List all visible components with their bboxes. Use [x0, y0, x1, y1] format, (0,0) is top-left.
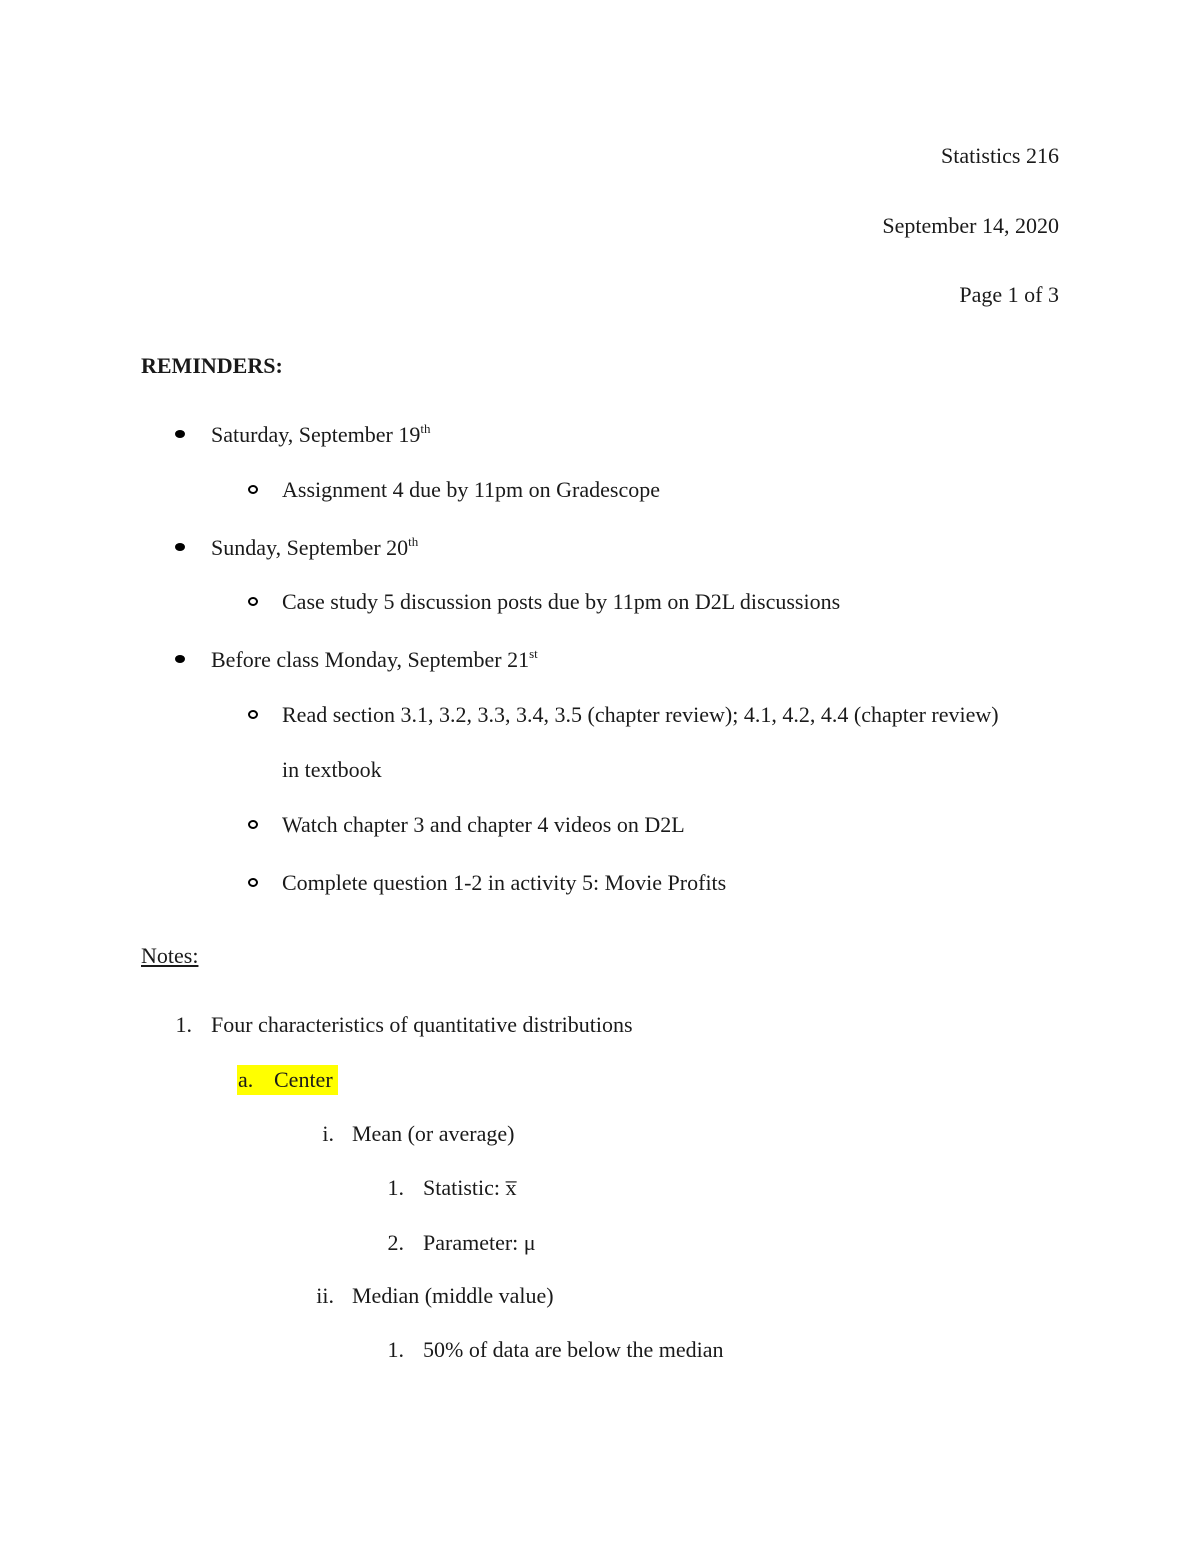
page-number: Page 1 of 3 — [959, 282, 1059, 307]
reminder-label: Sunday, September 20 — [211, 535, 409, 560]
notes-detail: 50% of data are below the median — [423, 1337, 724, 1362]
list-number: 1. — [387, 1337, 404, 1362]
bullet-circle-icon — [248, 820, 258, 829]
reminder-subitem: Assignment 4 due by 11pm on Gradescope — [282, 477, 661, 502]
reminder-subitem: Watch chapter 3 and chapter 4 videos on D2L — [282, 812, 685, 837]
notes-item: Four characteristics of quantitative distributions — [211, 1012, 633, 1037]
reminder-subitem: Complete question 1-2 in activity 5: Movie Profits — [282, 870, 727, 895]
reminder-item — [211, 535, 418, 561]
document-date: September 14, 2020 — [882, 213, 1059, 238]
reminder-subitem: Case study 5 discussion posts due by 11pm on D2L discussions — [282, 589, 841, 614]
course-title: Statistics 216 — [941, 143, 1059, 168]
notes-subsubitem: Median (middle value) — [352, 1283, 554, 1308]
notes-heading: Notes: — [141, 943, 199, 968]
notes-detail: Parameter: μ — [423, 1230, 536, 1255]
reminders-heading: REMINDERS: — [141, 353, 283, 378]
list-number: 1. — [175, 1012, 192, 1037]
list-number: 2. — [387, 1230, 404, 1255]
notes-detail: Statistic: x̅ — [423, 1175, 517, 1200]
reminder-subitem: Read section 3.1, 3.2, 3.3, 3.4, 3.5 (chapter review); 4.1, 4.2, 4.4 (chapter review) — [282, 702, 999, 727]
ordinal-suffix: th — [420, 421, 431, 436]
notes-subitem-marker: a. — [238, 1067, 254, 1092]
bullet-circle-icon — [248, 710, 258, 719]
roman-numeral: i. — [322, 1121, 334, 1146]
list-number: 1. — [387, 1175, 404, 1200]
roman-numeral: ii. — [316, 1283, 334, 1308]
bullet-disc-icon — [175, 655, 185, 663]
notes-subsubitem: Mean (or average) — [352, 1121, 515, 1146]
reminder-label: Before class Monday, September 21 — [211, 647, 530, 672]
reminder-item — [211, 422, 430, 448]
reminder-subitem-continued: in textbook — [282, 757, 382, 782]
bullet-circle-icon — [248, 597, 258, 606]
bullet-disc-icon — [175, 430, 185, 438]
bullet-circle-icon — [248, 878, 258, 887]
reminder-item — [211, 647, 538, 673]
ordinal-suffix: th — [408, 534, 419, 549]
bullet-disc-icon — [175, 543, 185, 551]
bullet-circle-icon — [248, 485, 258, 494]
reminder-label: Saturday, September 19 — [211, 422, 421, 447]
ordinal-suffix: st — [529, 646, 538, 661]
notes-subitem-center: Center — [274, 1067, 333, 1092]
